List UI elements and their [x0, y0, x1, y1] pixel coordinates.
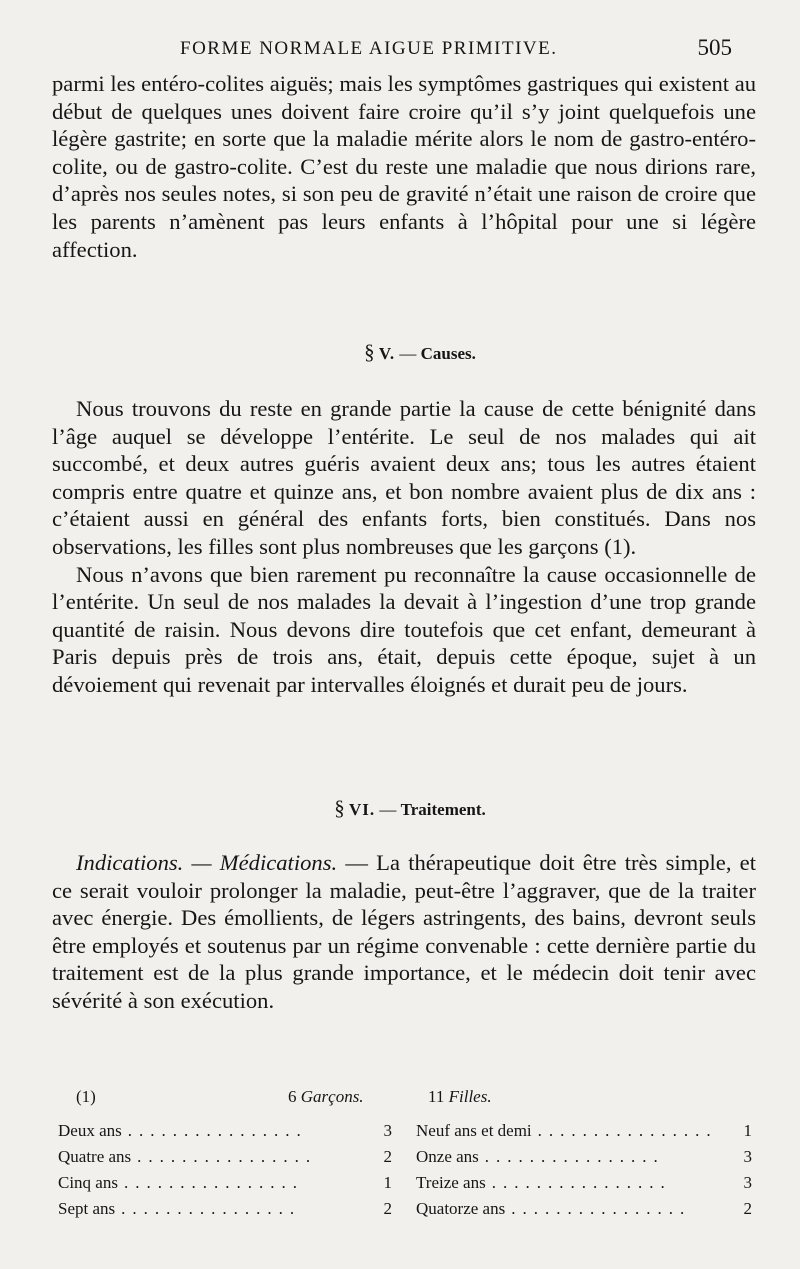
section-sign: § [364, 340, 375, 364]
leader-dots: ................ [511, 1199, 692, 1218]
girls-column-header [428, 1087, 492, 1107]
traitement-section [52, 849, 756, 1015]
footnote-row [58, 1121, 758, 1147]
footnote-table [58, 1087, 758, 1225]
traitement-paragraph [52, 849, 756, 1015]
footnote-row [58, 1147, 758, 1173]
age-label: Quatorze ans [416, 1199, 506, 1218]
leader-dots: ................ [484, 1147, 665, 1166]
girls-label: Filles. [448, 1087, 492, 1106]
age-label: Sept ans [58, 1199, 116, 1218]
girls-entry [416, 1199, 752, 1219]
intro-paragraph-block [52, 70, 756, 263]
section-number: VI. [348, 800, 376, 819]
age-label: Neuf ans et demi [416, 1121, 532, 1140]
count: 3 [743, 1147, 752, 1166]
footnote-row [58, 1199, 758, 1225]
age-label: Deux ans [58, 1121, 122, 1140]
footnote-marker: (1) [76, 1087, 96, 1106]
boys-entry [58, 1199, 392, 1219]
leader-dots: ................ [537, 1121, 718, 1140]
count: 2 [383, 1147, 392, 1166]
intro-paragraph: parmi les entéro-colites aiguës; mais les symptômes gastriques qui existent au début de quelques unes doivent faire croire qu’il s’y joint quelquefois une légère gastrite; en sorte que la maladie mérite alors le nom de gastro-entéro-colite, ou de gastro-colite. C’est du reste une maladie que nous dirions rare, d’après nos seules notes, si son peu de gravité n’était une raison de croire que les parents n’amènent pas leurs enfants à l’hôpital pour une si légère affection. [52, 71, 757, 262]
leader-dots: ................ [123, 1173, 304, 1192]
girls-entry [416, 1121, 752, 1141]
footnote-row [58, 1173, 758, 1199]
boys-entry [58, 1121, 392, 1141]
count: 1 [383, 1173, 392, 1192]
count: 2 [743, 1199, 752, 1218]
causes-section [52, 395, 756, 699]
count: 2 [383, 1199, 392, 1218]
boys-label: Garçons. [300, 1087, 364, 1106]
footnote-header [58, 1087, 758, 1121]
leader-dots: ................ [491, 1173, 672, 1192]
age-label: Cinq ans [58, 1173, 118, 1192]
section-dash: — [379, 800, 397, 819]
page-header [60, 35, 732, 68]
running-head: FORME NORMALE AIGUE PRIMITIVE. [180, 38, 558, 59]
leader-dots: ................ [127, 1121, 308, 1140]
boys-entry [58, 1173, 392, 1193]
age-label: Quatre ans [58, 1147, 132, 1166]
age-label: Treize ans [416, 1173, 486, 1192]
girls-entry [416, 1147, 752, 1167]
section-title: Traitement. [400, 800, 486, 819]
traitement-lead: Indications. — Médications. [76, 850, 338, 875]
section-number: V. [378, 344, 396, 363]
count: 3 [743, 1173, 752, 1192]
boys-entry [58, 1147, 392, 1167]
causes-paragraph-1: Nous trouvons du reste en grande partie la cause de cette bénignité dans l’âge auquel se développe l’entérite. Le seul de nos malades qui ait succombé, et deux autres guéris avaient deux ans; tous les autres étaient compris entre quatre et quinze ans, et bon nombre avaient plus de dix ans : c’étaient aussi en général des enfants forts, bien constitués. Dans nos observations, les filles sont plus nombreuses que les garçons (1). [52, 396, 756, 559]
traitement-text: — La thérapeutique doit être très simple, et ce serait vouloir prolonger la maladie, peut-être l’aggraver, que de la traiter avec énergie. Des émollients, de légers astringents, des bains, devront seuls être employés et soutenus par un régime convenable : cette dernière partie du traitement est de la plus grande importance, et le médecin doit tenir avec sévérité à son exécution. [52, 850, 756, 1013]
section-heading-traitement [20, 796, 800, 821]
page-number: 505 [697, 35, 732, 60]
section-sign: § [334, 796, 345, 820]
section-dash: — [399, 344, 417, 363]
age-label: Onze ans [416, 1147, 479, 1166]
leader-dots: ................ [137, 1147, 318, 1166]
section-title: Causes. [420, 344, 476, 363]
boys-column-header [288, 1087, 364, 1107]
causes-paragraph-2: Nous n’avons que bien rarement pu reconnaître la cause occasionnelle de l’entérite. Un seul de nos malades la devait à l’ingestion d’une trop grande quantité de raisin. Nous devons dire toutefois que cet enfant, demeurant à Paris depuis près de trois ans, était, depuis cette époque, sujet à un dévoiement qui revenait par intervalles éloignés et durait peu de jours. [52, 561, 756, 697]
count: 3 [383, 1121, 392, 1140]
count: 1 [743, 1121, 752, 1140]
section-heading-causes [40, 340, 800, 365]
leader-dots: ................ [121, 1199, 302, 1218]
boys-count: 6 [288, 1087, 297, 1106]
girls-entry [416, 1173, 752, 1193]
girls-count: 11 [428, 1087, 445, 1106]
